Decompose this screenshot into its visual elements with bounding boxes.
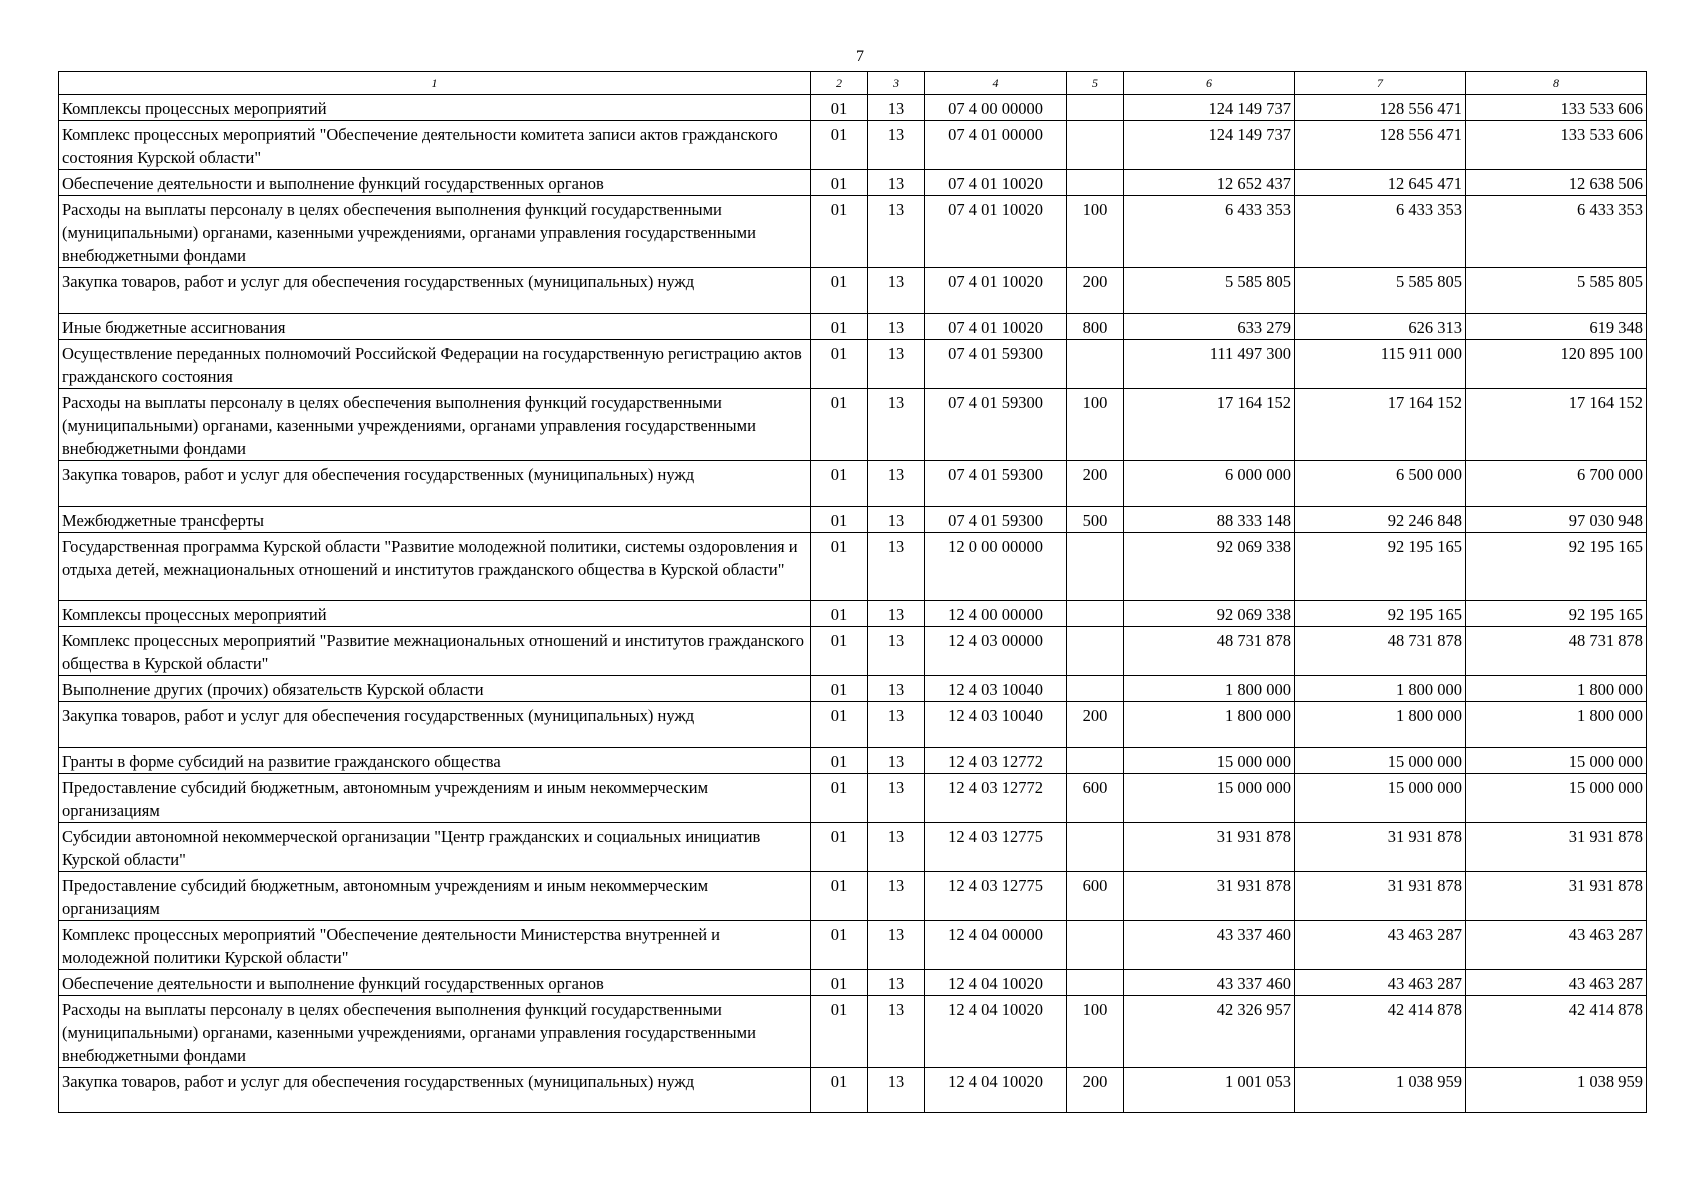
- column-header: 1: [59, 72, 811, 95]
- section-code-cell: 01: [811, 702, 868, 748]
- subsection-code-cell: 13: [868, 872, 925, 921]
- target-article-cell: 12 4 04 10020: [925, 1068, 1067, 1113]
- target-article-cell: 12 4 03 00000: [925, 627, 1067, 676]
- amount-col6-cell: 12 652 437: [1124, 170, 1295, 196]
- expense-type-cell: [1067, 823, 1124, 872]
- section-code-cell: 01: [811, 507, 868, 533]
- expense-type-cell: [1067, 533, 1124, 601]
- row-name-cell: Выполнение других (прочих) обязательств Курской области: [59, 676, 811, 702]
- table-row: [59, 872, 1647, 921]
- subsection-code-cell: 13: [868, 196, 925, 268]
- amount-col7-cell: 31 931 878: [1295, 872, 1466, 921]
- row-name-cell: Обеспечение деятельности и выполнение функций государственных органов: [59, 970, 811, 996]
- subsection-code-cell: 13: [868, 268, 925, 314]
- amount-col6-cell: 42 326 957: [1124, 996, 1295, 1068]
- amount-col6-cell: 6 433 353: [1124, 196, 1295, 268]
- amount-col7-cell: 1 800 000: [1295, 676, 1466, 702]
- amount-col6-cell: 48 731 878: [1124, 627, 1295, 676]
- table-row: [59, 921, 1647, 970]
- section-code-cell: 01: [811, 970, 868, 996]
- section-code-cell: 01: [811, 872, 868, 921]
- row-name-cell: Комплекс процессных мероприятий "Обеспечение деятельности Министерства внутренней и молодежной политики Курской области": [59, 921, 811, 970]
- target-article-cell: 12 4 00 00000: [925, 601, 1067, 627]
- expense-type-cell: [1067, 970, 1124, 996]
- table-row: [59, 676, 1647, 702]
- table-row: [59, 774, 1647, 823]
- column-header: 8: [1466, 72, 1647, 95]
- expense-type-cell: 800: [1067, 314, 1124, 340]
- amount-col7-cell: 15 000 000: [1295, 774, 1466, 823]
- amount-col6-cell: 1 800 000: [1124, 676, 1295, 702]
- expense-type-cell: [1067, 601, 1124, 627]
- row-name-cell: Закупка товаров, работ и услуг для обеспечения государственных (муниципальных) нужд: [59, 702, 811, 748]
- row-name-cell: Комплексы процессных мероприятий: [59, 95, 811, 121]
- expense-type-cell: 200: [1067, 268, 1124, 314]
- expense-type-cell: 200: [1067, 702, 1124, 748]
- amount-col6-cell: 43 337 460: [1124, 921, 1295, 970]
- amount-col7-cell: 1 800 000: [1295, 702, 1466, 748]
- amount-col7-cell: 6 500 000: [1295, 461, 1466, 507]
- amount-col7-cell: 12 645 471: [1295, 170, 1466, 196]
- expense-type-cell: 500: [1067, 507, 1124, 533]
- target-article-cell: 07 4 01 10020: [925, 268, 1067, 314]
- table-row: [59, 823, 1647, 872]
- row-name-cell: Обеспечение деятельности и выполнение функций государственных органов: [59, 170, 811, 196]
- amount-col7-cell: 17 164 152: [1295, 389, 1466, 461]
- table-row: [59, 507, 1647, 533]
- amount-col7-cell: 48 731 878: [1295, 627, 1466, 676]
- target-article-cell: 07 4 01 00000: [925, 121, 1067, 170]
- target-article-cell: 12 4 03 12772: [925, 774, 1067, 823]
- section-code-cell: 01: [811, 340, 868, 389]
- amount-col7-cell: 43 463 287: [1295, 970, 1466, 996]
- section-code-cell: 01: [811, 921, 868, 970]
- section-code-cell: 01: [811, 170, 868, 196]
- section-code-cell: 01: [811, 268, 868, 314]
- amount-col6-cell: 1 800 000: [1124, 702, 1295, 748]
- amount-col7-cell: 5 585 805: [1295, 268, 1466, 314]
- amount-col8-cell: 1 800 000: [1466, 702, 1647, 748]
- expense-type-cell: [1067, 748, 1124, 774]
- expense-type-cell: [1067, 676, 1124, 702]
- subsection-code-cell: 13: [868, 1068, 925, 1113]
- column-header: 4: [925, 72, 1067, 95]
- section-code-cell: 01: [811, 601, 868, 627]
- row-name-cell: Межбюджетные трансферты: [59, 507, 811, 533]
- table-row: [59, 533, 1647, 601]
- amount-col7-cell: 31 931 878: [1295, 823, 1466, 872]
- section-code-cell: 01: [811, 121, 868, 170]
- section-code-cell: 01: [811, 996, 868, 1068]
- subsection-code-cell: 13: [868, 823, 925, 872]
- amount-col6-cell: 124 149 737: [1124, 95, 1295, 121]
- amount-col8-cell: 15 000 000: [1466, 748, 1647, 774]
- amount-col6-cell: 111 497 300: [1124, 340, 1295, 389]
- amount-col8-cell: 6 700 000: [1466, 461, 1647, 507]
- target-article-cell: 07 4 01 10020: [925, 314, 1067, 340]
- amount-col8-cell: 5 585 805: [1466, 268, 1647, 314]
- subsection-code-cell: 13: [868, 340, 925, 389]
- amount-col7-cell: 92 195 165: [1295, 533, 1466, 601]
- amount-col6-cell: 5 585 805: [1124, 268, 1295, 314]
- target-article-cell: 12 4 04 10020: [925, 996, 1067, 1068]
- target-article-cell: 12 4 04 00000: [925, 921, 1067, 970]
- amount-col7-cell: 92 195 165: [1295, 601, 1466, 627]
- expense-type-cell: 600: [1067, 774, 1124, 823]
- amount-col6-cell: 92 069 338: [1124, 601, 1295, 627]
- amount-col6-cell: 31 931 878: [1124, 823, 1295, 872]
- expense-type-cell: 100: [1067, 996, 1124, 1068]
- amount-col7-cell: 6 433 353: [1295, 196, 1466, 268]
- amount-col7-cell: 15 000 000: [1295, 748, 1466, 774]
- expense-type-cell: 100: [1067, 196, 1124, 268]
- subsection-code-cell: 13: [868, 314, 925, 340]
- amount-col8-cell: 42 414 878: [1466, 996, 1647, 1068]
- expense-type-cell: [1067, 921, 1124, 970]
- target-article-cell: 12 4 03 12775: [925, 823, 1067, 872]
- expense-type-cell: 100: [1067, 389, 1124, 461]
- amount-col7-cell: 626 313: [1295, 314, 1466, 340]
- column-header: 2: [811, 72, 868, 95]
- expense-type-cell: [1067, 95, 1124, 121]
- amount-col8-cell: 120 895 100: [1466, 340, 1647, 389]
- target-article-cell: 07 4 01 10020: [925, 196, 1067, 268]
- subsection-code-cell: 13: [868, 121, 925, 170]
- row-name-cell: Комплекс процессных мероприятий "Обеспечение деятельности комитета записи актов гражданского состояния Курской области": [59, 121, 811, 170]
- section-code-cell: 01: [811, 774, 868, 823]
- amount-col7-cell: 1 038 959: [1295, 1068, 1466, 1113]
- target-article-cell: 07 4 01 10020: [925, 170, 1067, 196]
- row-name-cell: Закупка товаров, работ и услуг для обеспечения государственных (муниципальных) нужд: [59, 1068, 811, 1113]
- subsection-code-cell: 13: [868, 921, 925, 970]
- amount-col8-cell: 133 533 606: [1466, 95, 1647, 121]
- target-article-cell: 12 4 03 12772: [925, 748, 1067, 774]
- amount-col7-cell: 42 414 878: [1295, 996, 1466, 1068]
- row-name-cell: Закупка товаров, работ и услуг для обеспечения государственных (муниципальных) нужд: [59, 461, 811, 507]
- row-name-cell: Государственная программа Курской области "Развитие молодежной политики, системы оздоровления и отдыха детей, межнациональных отношений и институтов гражданского общества в Курской области": [59, 533, 811, 601]
- column-header: 7: [1295, 72, 1466, 95]
- subsection-code-cell: 13: [868, 676, 925, 702]
- section-code-cell: 01: [811, 389, 868, 461]
- target-article-cell: 12 4 03 12775: [925, 872, 1067, 921]
- amount-col6-cell: 31 931 878: [1124, 872, 1295, 921]
- subsection-code-cell: 13: [868, 702, 925, 748]
- expense-type-cell: 600: [1067, 872, 1124, 921]
- subsection-code-cell: 13: [868, 461, 925, 507]
- target-article-cell: 07 4 01 59300: [925, 461, 1067, 507]
- amount-col8-cell: 133 533 606: [1466, 121, 1647, 170]
- row-name-cell: Предоставление субсидий бюджетным, автономным учреждениям и иным некоммерческим организациям: [59, 872, 811, 921]
- subsection-code-cell: 13: [868, 95, 925, 121]
- row-name-cell: Комплекс процессных мероприятий "Развитие межнациональных отношений и институтов гражданского общества в Курской области": [59, 627, 811, 676]
- row-name-cell: Субсидии автономной некоммерческой организации "Центр гражданских и социальных инициатив Курской области": [59, 823, 811, 872]
- amount-col7-cell: 43 463 287: [1295, 921, 1466, 970]
- amount-col8-cell: 619 348: [1466, 314, 1647, 340]
- table-row: [59, 121, 1647, 170]
- amount-col8-cell: 92 195 165: [1466, 601, 1647, 627]
- subsection-code-cell: 13: [868, 774, 925, 823]
- table-row: [59, 601, 1647, 627]
- amount-col7-cell: 115 911 000: [1295, 340, 1466, 389]
- table-row: [59, 340, 1647, 389]
- subsection-code-cell: 13: [868, 170, 925, 196]
- table-row: [59, 627, 1647, 676]
- amount-col6-cell: 17 164 152: [1124, 389, 1295, 461]
- table-row: [59, 196, 1647, 268]
- table-row: [59, 95, 1647, 121]
- target-article-cell: 12 4 03 10040: [925, 702, 1067, 748]
- table-row: [59, 1068, 1647, 1113]
- table-row: [59, 970, 1647, 996]
- subsection-code-cell: 13: [868, 601, 925, 627]
- subsection-code-cell: 13: [868, 627, 925, 676]
- section-code-cell: 01: [811, 314, 868, 340]
- expense-type-cell: [1067, 340, 1124, 389]
- section-code-cell: 01: [811, 95, 868, 121]
- target-article-cell: 12 0 00 00000: [925, 533, 1067, 601]
- amount-col8-cell: 17 164 152: [1466, 389, 1647, 461]
- row-name-cell: Комплексы процессных мероприятий: [59, 601, 811, 627]
- column-header: 6: [1124, 72, 1295, 95]
- row-name-cell: Расходы на выплаты персоналу в целях обеспечения выполнения функций государственными (муниципальными) органами, казенными учреждениями, органами управления государственными внебюджетными фондами: [59, 196, 811, 268]
- section-code-cell: 01: [811, 196, 868, 268]
- table-row: [59, 461, 1647, 507]
- target-article-cell: 12 4 04 10020: [925, 970, 1067, 996]
- row-name-cell: Предоставление субсидий бюджетным, автономным учреждениям и иным некоммерческим организациям: [59, 774, 811, 823]
- amount-col8-cell: 31 931 878: [1466, 872, 1647, 921]
- subsection-code-cell: 13: [868, 507, 925, 533]
- column-number-header: [59, 72, 1647, 95]
- amount-col8-cell: 43 463 287: [1466, 921, 1647, 970]
- amount-col6-cell: 124 149 737: [1124, 121, 1295, 170]
- row-name-cell: Закупка товаров, работ и услуг для обеспечения государственных (муниципальных) нужд: [59, 268, 811, 314]
- subsection-code-cell: 13: [868, 389, 925, 461]
- section-code-cell: 01: [811, 823, 868, 872]
- page-number: 7: [856, 48, 864, 65]
- amount-col7-cell: 92 246 848: [1295, 507, 1466, 533]
- amount-col8-cell: 15 000 000: [1466, 774, 1647, 823]
- table-row: [59, 748, 1647, 774]
- expense-type-cell: [1067, 170, 1124, 196]
- amount-col7-cell: 128 556 471: [1295, 121, 1466, 170]
- expense-type-cell: [1067, 121, 1124, 170]
- table-row: [59, 996, 1647, 1068]
- subsection-code-cell: 13: [868, 748, 925, 774]
- section-code-cell: 01: [811, 676, 868, 702]
- target-article-cell: 12 4 03 10040: [925, 676, 1067, 702]
- amount-col8-cell: 31 931 878: [1466, 823, 1647, 872]
- table-row: [59, 268, 1647, 314]
- amount-col8-cell: 92 195 165: [1466, 533, 1647, 601]
- amount-col8-cell: 12 638 506: [1466, 170, 1647, 196]
- amount-col6-cell: 1 001 053: [1124, 1068, 1295, 1113]
- expense-type-cell: [1067, 627, 1124, 676]
- subsection-code-cell: 13: [868, 970, 925, 996]
- table-row: [59, 702, 1647, 748]
- table-row: [59, 314, 1647, 340]
- section-code-cell: 01: [811, 461, 868, 507]
- row-name-cell: Иные бюджетные ассигнования: [59, 314, 811, 340]
- amount-col7-cell: 128 556 471: [1295, 95, 1466, 121]
- amount-col6-cell: 92 069 338: [1124, 533, 1295, 601]
- subsection-code-cell: 13: [868, 533, 925, 601]
- amount-col6-cell: 88 333 148: [1124, 507, 1295, 533]
- amount-col8-cell: 97 030 948: [1466, 507, 1647, 533]
- amount-col8-cell: 43 463 287: [1466, 970, 1647, 996]
- budget-table: [58, 71, 1647, 1113]
- target-article-cell: 07 4 01 59300: [925, 389, 1067, 461]
- amount-col8-cell: 1 038 959: [1466, 1068, 1647, 1113]
- amount-col6-cell: 15 000 000: [1124, 774, 1295, 823]
- table-row: [59, 389, 1647, 461]
- column-header: 3: [868, 72, 925, 95]
- column-header: 5: [1067, 72, 1124, 95]
- section-code-cell: 01: [811, 1068, 868, 1113]
- expense-type-cell: 200: [1067, 1068, 1124, 1113]
- subsection-code-cell: 13: [868, 996, 925, 1068]
- row-name-cell: Расходы на выплаты персоналу в целях обеспечения выполнения функций государственными (муниципальными) органами, казенными учреждениями, органами управления государственными внебюджетными фондами: [59, 996, 811, 1068]
- amount-col8-cell: 1 800 000: [1466, 676, 1647, 702]
- amount-col8-cell: 6 433 353: [1466, 196, 1647, 268]
- expense-type-cell: 200: [1067, 461, 1124, 507]
- row-name-cell: Гранты в форме субсидий на развитие гражданского общества: [59, 748, 811, 774]
- section-code-cell: 01: [811, 533, 868, 601]
- amount-col6-cell: 15 000 000: [1124, 748, 1295, 774]
- table-row: [59, 170, 1647, 196]
- row-name-cell: Осуществление переданных полномочий Российской Федерации на государственную регистрацию актов гражданского состояния: [59, 340, 811, 389]
- target-article-cell: 07 4 01 59300: [925, 340, 1067, 389]
- amount-col6-cell: 633 279: [1124, 314, 1295, 340]
- section-code-cell: 01: [811, 627, 868, 676]
- row-name-cell: Расходы на выплаты персоналу в целях обеспечения выполнения функций государственными (муниципальными) органами, казенными учреждениями, органами управления государственными внебюджетными фондами: [59, 389, 811, 461]
- amount-col6-cell: 43 337 460: [1124, 970, 1295, 996]
- amount-col6-cell: 6 000 000: [1124, 461, 1295, 507]
- amount-col8-cell: 48 731 878: [1466, 627, 1647, 676]
- section-code-cell: 01: [811, 748, 868, 774]
- target-article-cell: 07 4 01 59300: [925, 507, 1067, 533]
- target-article-cell: 07 4 00 00000: [925, 95, 1067, 121]
